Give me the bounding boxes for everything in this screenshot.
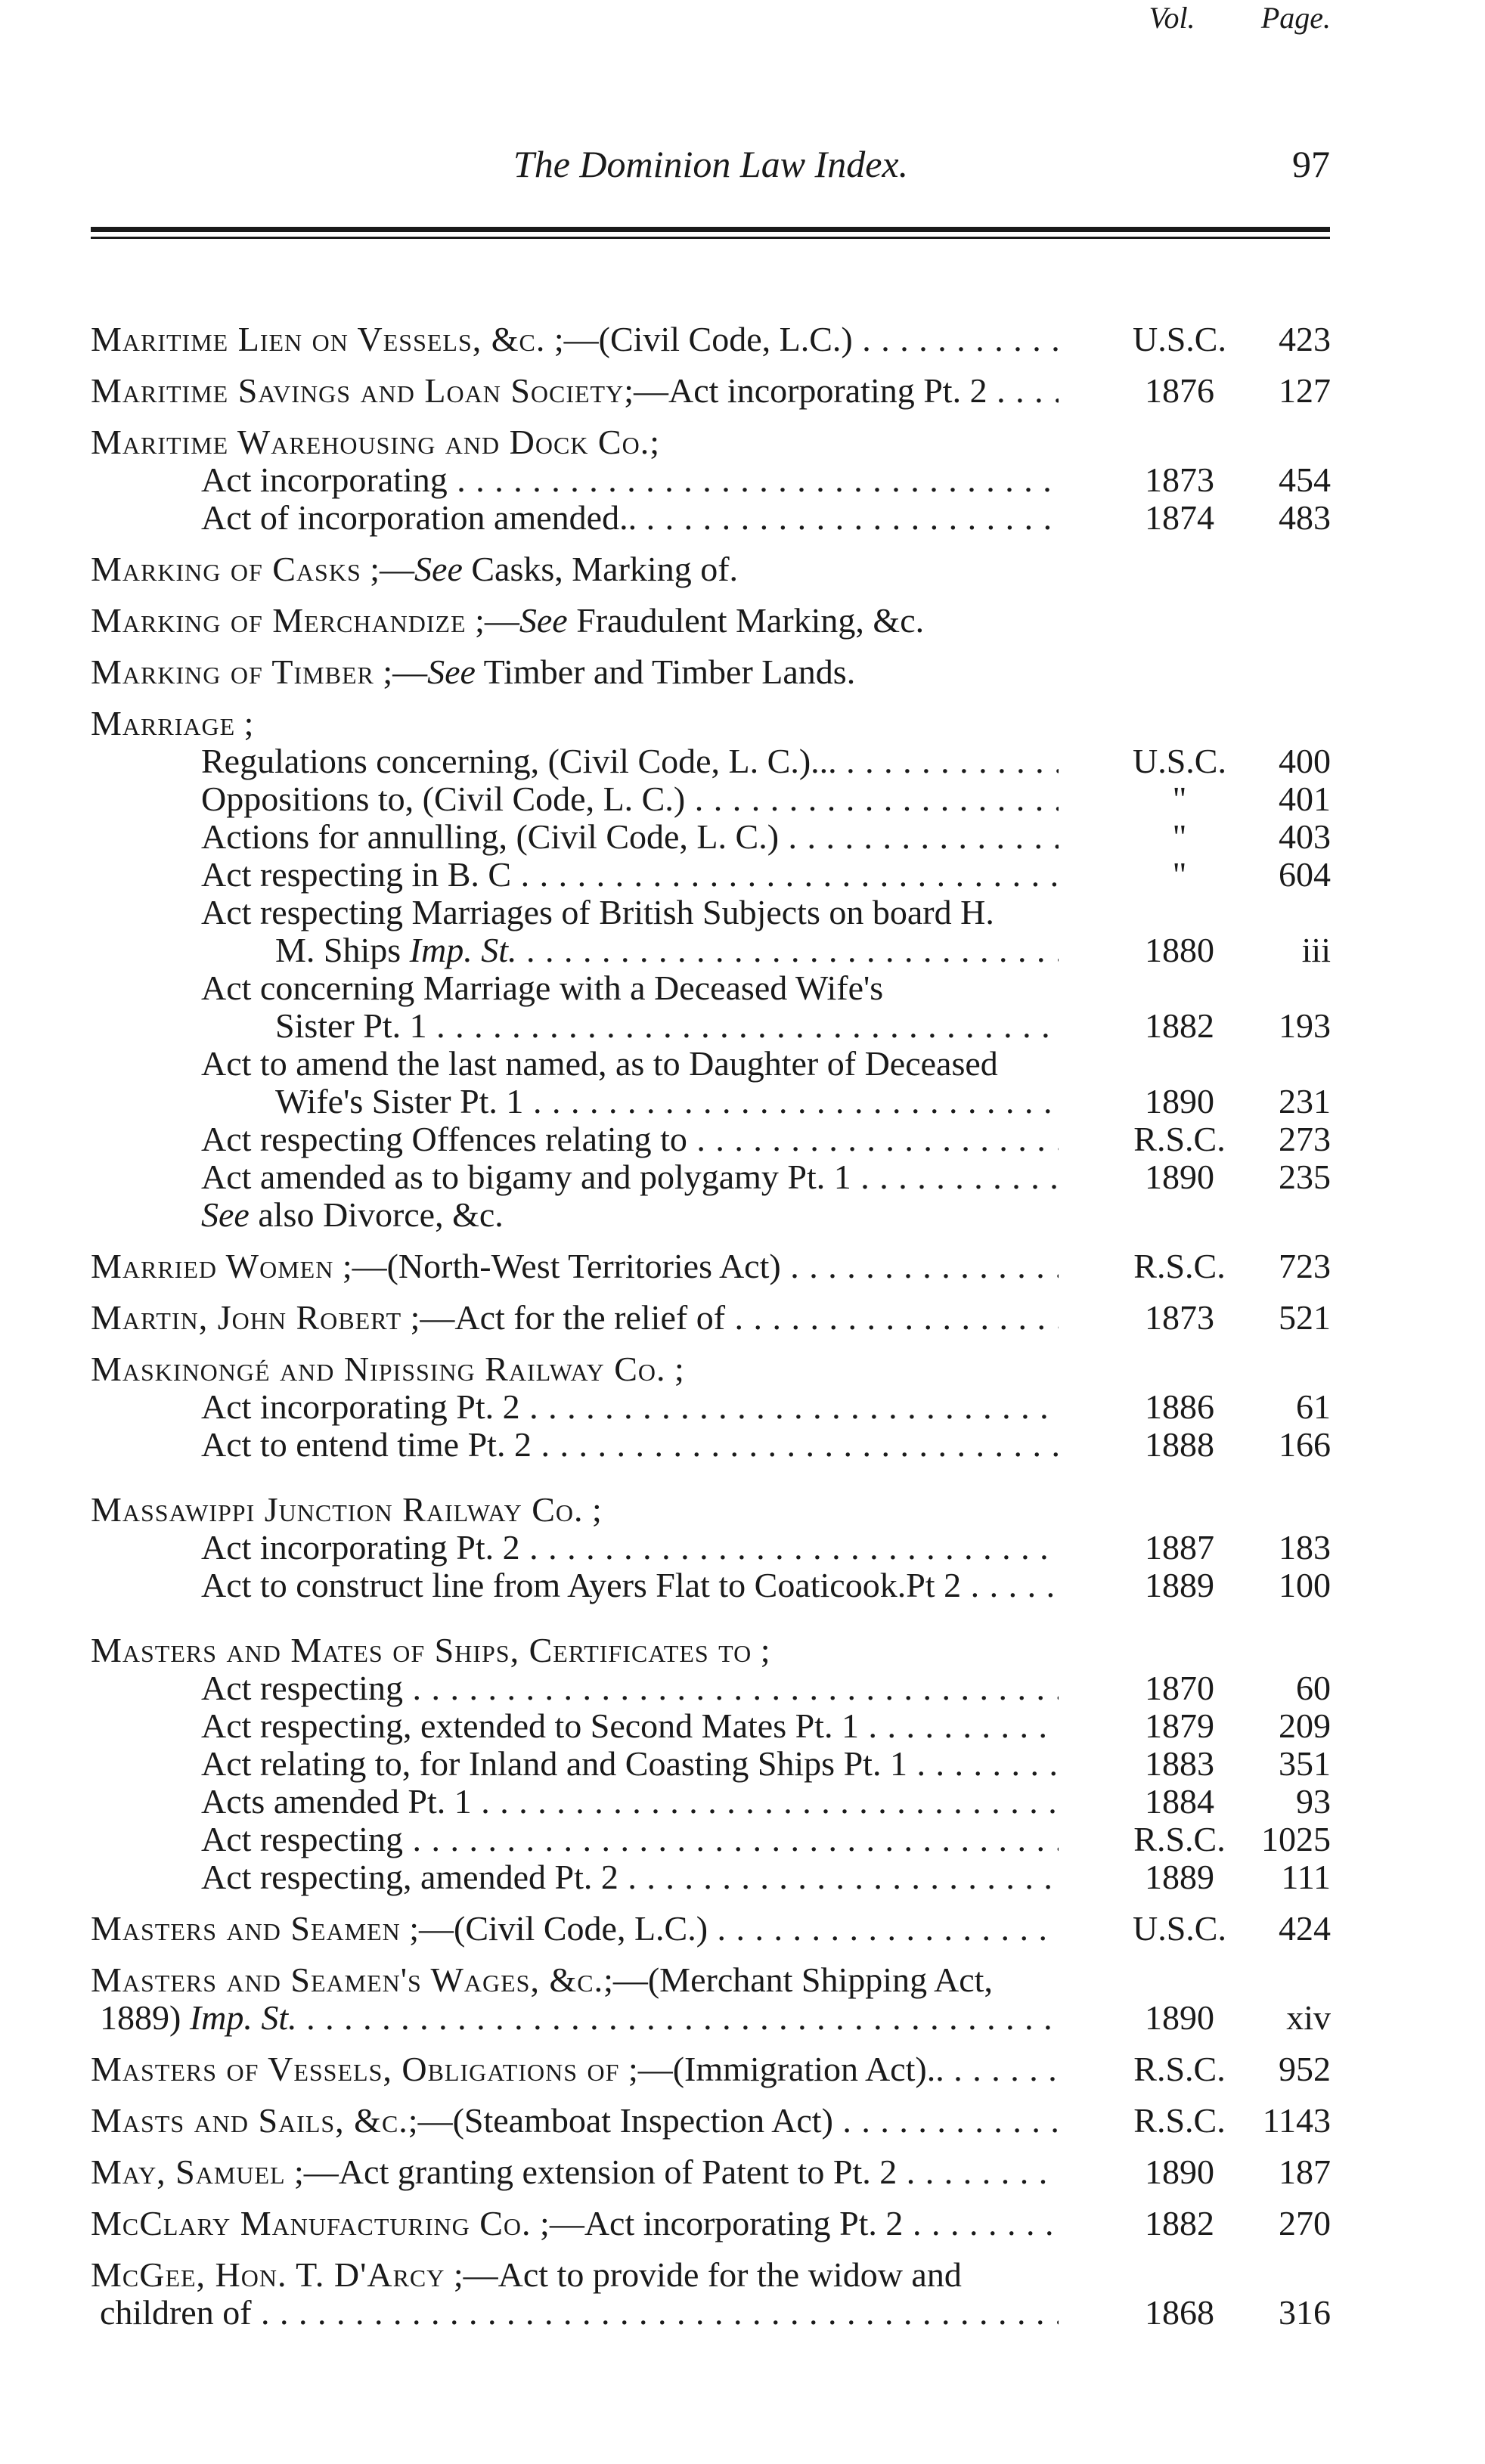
entry-heading: Martin, John Robert — [91, 1299, 402, 1337]
sub-entry-line — [91, 931, 1331, 969]
page-ref: 60 — [1296, 1669, 1331, 1707]
entry-text — [201, 1388, 1059, 1426]
entry-text — [201, 1529, 1059, 1567]
entry-text — [91, 1299, 1059, 1337]
volume-ref: 1890 — [1145, 1998, 1214, 2037]
part-tag: Pt. 1 — [408, 1783, 472, 1821]
sub-entry-line — [91, 818, 1331, 856]
volume-ref: 1868 — [1145, 2293, 1214, 2332]
sub-entry-text: Regulations concerning, (Civil Code, L. C.)... — [201, 742, 837, 780]
entry-heading: Marking of Timber — [91, 653, 374, 691]
sub-entry-text: Act respecting — [201, 1821, 403, 1858]
index-entry — [91, 410, 1331, 537]
part-tag: Pt. 1 — [795, 1707, 859, 1745]
volume-ref: 1873 — [1145, 460, 1214, 499]
entry-text — [91, 550, 1059, 588]
volume-ref: " — [1172, 779, 1187, 818]
sub-entry-line — [91, 1120, 1331, 1158]
entry-text — [201, 1567, 1059, 1604]
entry-text — [91, 2153, 1059, 2191]
sub-entry-line — [91, 780, 1331, 818]
sub-entry-line — [91, 1083, 1331, 1120]
volume-ref: U.S.C. — [1133, 320, 1226, 358]
volume-ref: 1890 — [1145, 1082, 1214, 1120]
page-ref: 521 — [1279, 1298, 1331, 1337]
volume-ref: 1870 — [1145, 1669, 1214, 1707]
page-ref: 401 — [1279, 779, 1331, 818]
part-tag: Pt. 2 — [467, 1426, 532, 1464]
entry-description: ;—(Civil Code, L.C.) — [400, 1910, 708, 1948]
entry-text — [201, 856, 1059, 894]
volume-ref: 1876 — [1145, 371, 1214, 410]
see-prefix: ;— — [466, 602, 519, 640]
entry-heading: Maritime Lien on Vessels, &c. — [91, 321, 546, 358]
index-entry — [91, 588, 1331, 640]
entry-heading-line — [91, 2050, 1331, 2088]
part-tag: Pt. 1 — [787, 1158, 851, 1196]
index-entry — [91, 537, 1331, 588]
entry-text — [201, 1858, 1059, 1896]
continuation-text: 1889) — [100, 1999, 181, 2037]
sub-entry-line — [91, 1045, 1331, 1083]
part-tag: Pt. 1 — [460, 1083, 524, 1120]
volume-ref: R.S.C. — [1133, 1247, 1226, 1285]
continuation-text: children of — [100, 2294, 252, 2332]
entry-text — [91, 1350, 1059, 1388]
page-column-heading: Page. — [1260, 1, 1331, 35]
entry-text — [201, 969, 1059, 1007]
index-entry — [91, 1464, 1331, 1604]
page-ref: 209 — [1279, 1706, 1331, 1745]
sub-entry-line — [91, 969, 1331, 1007]
entry-description: ;—Act for the relief of — [401, 1299, 726, 1337]
entry-description: ;—Act incorporating — [531, 2205, 831, 2242]
entry-description: ;—(Immigration Act).. — [619, 2050, 944, 2088]
entry-text — [275, 1083, 1059, 1120]
sub-entry-text: Act respecting, amended — [201, 1858, 546, 1896]
entry-text — [275, 1007, 1059, 1045]
page-ref: 483 — [1279, 498, 1331, 537]
page-ref: 723 — [1279, 1247, 1331, 1285]
entry-text — [201, 818, 1059, 856]
see-prefix: ;— — [374, 653, 428, 691]
index-entry — [91, 2191, 1331, 2242]
index-entry — [91, 1948, 1331, 2037]
sub-entry-line — [91, 1669, 1331, 1707]
entry-text — [91, 423, 1059, 461]
sub-entry-line — [91, 1745, 1331, 1783]
entry-heading-line — [91, 1632, 1331, 1669]
entry-continuation-line — [91, 2294, 1331, 2332]
index-entry — [91, 640, 1331, 691]
entry-heading-line — [91, 2153, 1331, 2191]
sub-entry-text: Sister — [275, 1007, 355, 1045]
page-ref: 1143 — [1262, 2101, 1331, 2140]
entry-text — [91, 1910, 1059, 1948]
part-tag: Pt. 1 — [363, 1007, 427, 1045]
entry-heading: McClary Manufacturing Co. — [91, 2205, 532, 2242]
index-entries — [91, 321, 1331, 2332]
sub-entry-text: Act incorporating — [201, 1529, 448, 1567]
entry-text — [91, 2102, 1059, 2140]
index-entry — [91, 1337, 1331, 1464]
sub-entry-line — [91, 742, 1331, 780]
volume-ref: 1882 — [1145, 1006, 1214, 1045]
entry-text — [201, 894, 1059, 931]
entry-heading-line — [91, 1910, 1331, 1948]
sub-entry-text: Act relating to, for Inland and Coasting Ships — [201, 1745, 836, 1783]
volume-ref: 1889 — [1145, 1858, 1214, 1896]
page-ref: 351 — [1279, 1744, 1331, 1783]
page-ref: iii — [1301, 931, 1331, 969]
sub-entry-line — [91, 461, 1331, 499]
page-ref: 183 — [1279, 1528, 1331, 1567]
sub-entry-line — [91, 1388, 1331, 1426]
volume-ref: 1889 — [1145, 1566, 1214, 1604]
part-tag: Pt. 2 — [456, 1529, 520, 1567]
sub-entry-text: Act to amend the last named, as to Daughter of Deceased — [201, 1045, 998, 1083]
see-reference: See — [201, 1196, 250, 1234]
page-ref: 166 — [1279, 1425, 1331, 1464]
entry-text — [91, 321, 1059, 358]
sub-entry-line — [91, 1158, 1331, 1196]
entry-description: ;—(Civil Code, L.C.) — [545, 321, 853, 358]
page-ref: 454 — [1279, 460, 1331, 499]
entry-description: ;—Act incorporating Pt. 2 — [624, 372, 987, 410]
see-reference: See — [519, 602, 568, 640]
entry-text — [201, 1669, 1059, 1707]
index-entry — [91, 321, 1331, 358]
volume-ref: 1890 — [1145, 2153, 1214, 2191]
page-ref: 952 — [1279, 2050, 1331, 2088]
page-ref: 235 — [1279, 1158, 1331, 1196]
entry-heading: Masts and Sails, &c. — [91, 2102, 408, 2140]
index-entry — [91, 2088, 1331, 2140]
volume-ref: 1888 — [1145, 1425, 1214, 1464]
volume-ref: 1882 — [1145, 2204, 1214, 2242]
sub-entry-line — [91, 1007, 1331, 1045]
entry-heading-line — [91, 372, 1331, 410]
entry-heading: Marking of Merchandize — [91, 602, 467, 640]
entry-text — [201, 1821, 1059, 1858]
entry-text — [201, 461, 1059, 499]
page-ref: 100 — [1279, 1566, 1331, 1604]
volume-ref: R.S.C. — [1133, 2050, 1226, 2088]
entry-text — [201, 1196, 1059, 1234]
part-tag: Pt. 2 — [554, 1858, 618, 1896]
entry-text — [201, 1045, 1059, 1083]
index-entry — [91, 358, 1331, 410]
volume-ref: 1880 — [1145, 931, 1214, 969]
page-ref: xiv — [1286, 1998, 1331, 2037]
entry-heading-line — [91, 1247, 1331, 1285]
entry-text — [91, 1491, 1059, 1529]
entry-heading: Masters and Seamen — [91, 1910, 401, 1948]
entry-description: Casks, Marking of. — [462, 550, 739, 588]
entry-heading-line — [91, 423, 1331, 461]
entry-heading-line — [91, 2102, 1331, 2140]
index-entry — [91, 1604, 1331, 1896]
sub-entry-text: Act respecting Offences relating to — [201, 1120, 687, 1158]
sub-entry-text: Act to construct line from Ayers Flat to Coaticook.Pt 2 — [201, 1567, 962, 1604]
vol-column-heading: Vol. — [1149, 1, 1195, 35]
sub-entry-text: Acts amended — [201, 1783, 399, 1821]
sub-entry-text: Act amended as to bigamy and polygamy — [201, 1158, 779, 1196]
entry-text — [91, 2205, 1059, 2242]
sub-entry-line — [91, 499, 1331, 537]
entry-heading: McGee, Hon. T. D'Arcy — [91, 2256, 445, 2294]
volume-ref: R.S.C. — [1133, 1820, 1226, 1858]
page-ref: 61 — [1296, 1387, 1331, 1426]
entry-description: Timber and Timber Lands. — [475, 653, 856, 691]
index-entry — [91, 1896, 1331, 1948]
entry-heading-line — [91, 321, 1331, 358]
page-number: 97 — [1292, 143, 1330, 185]
entry-continuation-line — [91, 1999, 1331, 2037]
entry-description: ;—Act to provide for the widow and — [445, 2256, 962, 2294]
entry-heading-line — [91, 550, 1331, 588]
entry-text — [91, 602, 1059, 640]
entry-text — [201, 742, 1059, 780]
page-ref: 423 — [1279, 320, 1331, 358]
entry-heading: Marriage — [91, 705, 236, 742]
entry-heading-line — [91, 1491, 1331, 1529]
part-tag: Pt. 1 — [843, 1745, 907, 1783]
page-ref: 111 — [1281, 1858, 1331, 1896]
entry-description: ;—(North-West Territories Act) — [333, 1247, 781, 1285]
sub-entry-text: Act of incorporation amended.. — [201, 499, 637, 537]
entry-heading: Masters of Vessels, Obligations of — [91, 2050, 620, 2088]
entry-text — [91, 1961, 1059, 1999]
page-ref: 1025 — [1261, 1820, 1331, 1858]
entry-description: ;—(Merchant Shipping Act, — [603, 1961, 993, 1999]
entry-heading: Massawippi Junction Railway Co. — [91, 1491, 584, 1529]
entry-description: ; — [235, 705, 254, 742]
entry-text — [91, 372, 1059, 410]
volume-ref: R.S.C. — [1133, 1120, 1226, 1158]
index-entry — [91, 1285, 1331, 1337]
index-entry — [91, 2037, 1331, 2088]
entry-text — [91, 2256, 1059, 2294]
sub-entry-text: Act respecting Marriages of British Subjects on board H. — [201, 894, 994, 931]
entry-heading: May, Samuel — [91, 2153, 286, 2191]
page-ref: 127 — [1279, 371, 1331, 410]
sub-entry-text: Act respecting — [201, 1669, 403, 1707]
entry-description: ;—Act granting extension of Patent to — [285, 2153, 825, 2191]
part-tag: Pt. 2 — [839, 2205, 904, 2242]
entry-text — [201, 1426, 1059, 1464]
page-ref: 273 — [1279, 1120, 1331, 1158]
sub-entry-line — [91, 856, 1331, 894]
entry-text — [91, 2050, 1059, 2088]
entry-heading-line — [91, 1961, 1331, 1999]
entry-description: Fraudulent Marking, &c. — [567, 602, 925, 640]
volume-ref: 1886 — [1145, 1387, 1214, 1426]
entry-text — [275, 931, 1059, 969]
volume-ref: 1883 — [1145, 1744, 1214, 1783]
entry-heading: Maritime Savings and Loan Society — [91, 372, 625, 410]
entry-text — [201, 780, 1059, 818]
volume-ref: 1873 — [1145, 1298, 1214, 1337]
entry-text — [201, 1158, 1059, 1196]
page-ref: 187 — [1279, 2153, 1331, 2191]
entry-heading-line — [91, 2205, 1331, 2242]
entry-text — [201, 1707, 1059, 1745]
entry-text — [201, 1745, 1059, 1783]
sub-entry-line — [91, 1529, 1331, 1567]
volume-ref: 1884 — [1145, 1782, 1214, 1821]
page-ref: 231 — [1279, 1082, 1331, 1120]
index-entry — [91, 2140, 1331, 2191]
page-ref: 93 — [1296, 1782, 1331, 1821]
entry-heading-line — [91, 1350, 1331, 1388]
entry-description: ; — [665, 1350, 684, 1388]
running-title: The Dominion Law Index. — [513, 143, 909, 185]
volume-ref: R.S.C. — [1133, 2101, 1226, 2140]
page-ref: 193 — [1279, 1006, 1331, 1045]
entry-text — [201, 1783, 1059, 1821]
sub-entry-text: Actions for annulling, (Civil Code, L. C.) — [201, 818, 780, 856]
volume-ref: 1887 — [1145, 1528, 1214, 1567]
page-ref: 400 — [1279, 742, 1331, 780]
sub-entry-text: Wife's Sister — [275, 1083, 451, 1120]
volume-ref: U.S.C. — [1133, 742, 1226, 780]
sub-entry-text: Act incorporating — [201, 1388, 448, 1426]
entry-text — [201, 1120, 1059, 1158]
sub-entry-line — [91, 1426, 1331, 1464]
entry-heading: Maskinongé and Nipissing Railway Co. — [91, 1350, 666, 1388]
sub-entry-line — [91, 1858, 1331, 1896]
entry-text — [100, 1999, 1059, 2037]
page-ref: 604 — [1279, 855, 1331, 894]
page-ref: 270 — [1279, 2204, 1331, 2242]
sub-entry-text: Act respecting, extended to Second Mates — [201, 1707, 787, 1745]
entry-description: ;—(Steamboat Inspection Act) — [408, 2102, 833, 2140]
entry-heading: Marking of Casks — [91, 550, 361, 588]
see-reference: See — [427, 653, 476, 691]
entry-heading-line — [91, 602, 1331, 640]
sub-entry-line — [91, 1567, 1331, 1604]
entry-heading-line — [91, 653, 1331, 691]
entry-text — [100, 2294, 1059, 2332]
volume-ref: " — [1172, 817, 1187, 856]
volume-ref: 1874 — [1145, 498, 1214, 537]
entry-description: ; — [752, 1632, 770, 1669]
sub-entry-text: also Divorce, &c. — [249, 1196, 504, 1234]
index-entry — [91, 691, 1331, 1234]
entry-text — [201, 499, 1059, 537]
see-reference: See — [414, 550, 463, 588]
entry-description: ; — [583, 1491, 602, 1529]
entry-text — [91, 1632, 1059, 1669]
entry-heading: Maritime Warehousing and Dock Co. — [91, 423, 650, 461]
entry-heading-line — [91, 2256, 1331, 2294]
volume-ref: 1879 — [1145, 1706, 1214, 1745]
index-entry — [91, 2242, 1331, 2332]
sub-entry-line — [91, 1196, 1331, 1234]
page-ref: 424 — [1279, 1909, 1331, 1948]
entry-text — [91, 653, 1059, 691]
entry-heading: Masters and Seamen's Wages, &c. — [91, 1961, 604, 1999]
entry-text — [91, 705, 1059, 742]
entry-heading: Masters and Mates of Ships, Certificates to — [91, 1632, 752, 1669]
entry-heading-line — [91, 705, 1331, 742]
sub-entry-text: Act respecting in B. C — [201, 856, 512, 894]
sub-entry-text: Act to entend time — [201, 1426, 460, 1464]
entry-heading-line — [91, 1299, 1331, 1337]
index-entry — [91, 1234, 1331, 1285]
see-prefix: ;— — [361, 550, 415, 588]
sub-entry-text: Act concerning Marriage with a Deceased Wife's — [201, 969, 884, 1007]
entry-description: ; — [649, 423, 659, 461]
part-tag: Imp. St. — [409, 931, 517, 969]
page-ref: 403 — [1279, 817, 1331, 856]
part-tag: Imp. St. — [189, 1999, 297, 2037]
sub-entry-text: M. Ships — [275, 931, 401, 969]
page-ref: 316 — [1279, 2293, 1331, 2332]
entry-text — [91, 1247, 1059, 1285]
sub-entry-line — [91, 1783, 1331, 1821]
header-rule — [91, 227, 1330, 239]
sub-entry-line — [91, 894, 1331, 931]
sub-entry-line — [91, 1707, 1331, 1745]
volume-ref: 1890 — [1145, 1158, 1214, 1196]
part-tag: Pt. 2 — [832, 2153, 898, 2191]
sub-entry-text: Act incorporating — [201, 461, 448, 499]
sub-entry-text: Oppositions to, (Civil Code, L. C.) — [201, 780, 686, 818]
sub-entry-line — [91, 1821, 1331, 1858]
part-tag: Pt. 2 — [456, 1388, 520, 1426]
volume-ref: U.S.C. — [1133, 1909, 1226, 1948]
volume-ref: " — [1172, 855, 1187, 894]
entry-heading: Married Women — [91, 1247, 334, 1285]
